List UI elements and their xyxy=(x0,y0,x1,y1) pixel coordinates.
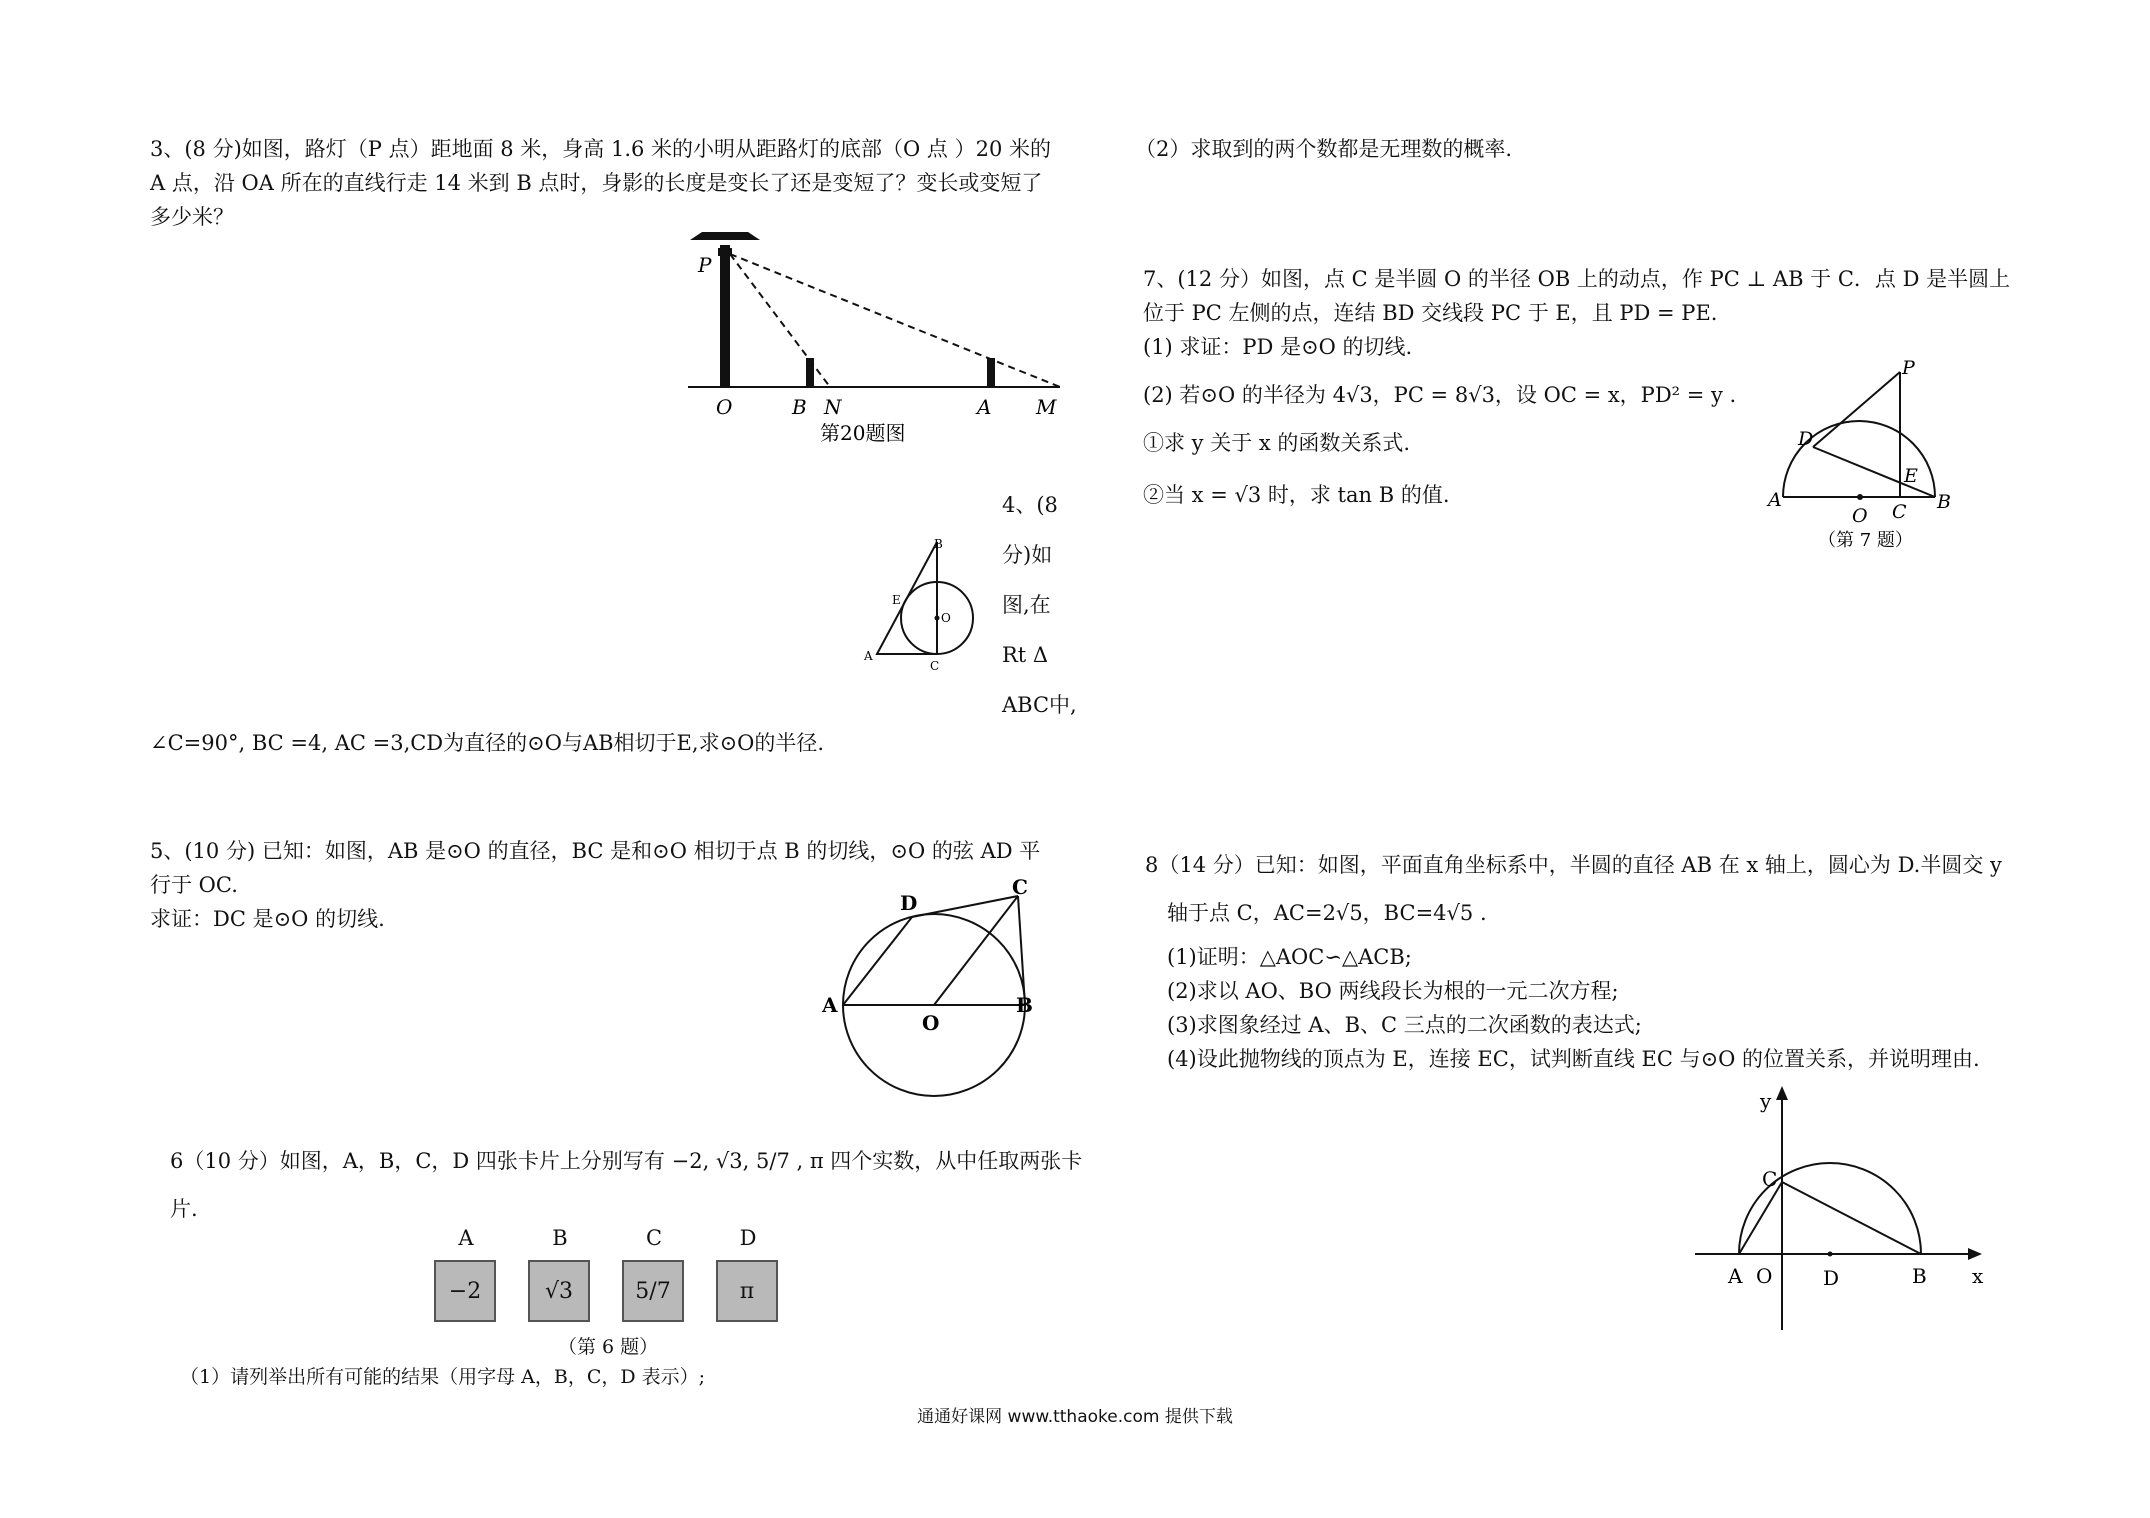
q6-part-2: （2）求取到的两个数都是无理数的概率. xyxy=(1135,137,1513,161)
q6-line-2: 片. xyxy=(170,1197,198,1221)
q8-label-c: C xyxy=(1762,1167,1778,1191)
q8-line-3: (1)证明：△AOC∽△ACB; xyxy=(1167,945,1412,969)
q8-label-b: B xyxy=(1912,1264,1927,1288)
q6-line-1: 6（10 分）如图，A，B，C，D 四张卡片上分别写有 −2, √3, 5/7 , π 四个实数，从中任取两张卡 xyxy=(170,1149,1083,1173)
q5-label-a: A xyxy=(822,993,838,1017)
q7-label-p: P xyxy=(1902,357,1915,379)
q7-label-o: O xyxy=(1852,505,1868,527)
card-a-label: A xyxy=(458,1226,474,1250)
q8-label-a: A xyxy=(1728,1264,1743,1288)
q3-label-n: N xyxy=(824,395,842,419)
q4-label-o: O xyxy=(941,611,951,625)
q3-label-b: B xyxy=(792,395,807,419)
q4-label-b: B xyxy=(934,537,943,551)
q3-line-2: A 点，沿 OA 所在的直线行走 14 米到 B 点时，身影的长度是变长了还是变短了？变长或变短了 xyxy=(150,171,1043,195)
q3-line-1: 3、(8 分)如图，路灯（P 点）距地面 8 米，身高 1.6 米的小明从距路灯的底部（O 点 ）20 米的 xyxy=(150,137,1052,161)
card-c-label: C xyxy=(645,1226,663,1250)
q4-label-a: A xyxy=(864,649,873,663)
q8-label-y: y xyxy=(1760,1089,1772,1113)
q7-label-b: B xyxy=(1937,491,1951,513)
q3-line-3: 多少米？ xyxy=(150,205,234,229)
q7-label-e: E xyxy=(1904,465,1918,487)
q8-segment-cb xyxy=(1782,1182,1921,1254)
q8-label-x: x xyxy=(1972,1264,1984,1288)
q5-line-1: 5、(10 分) 已知：如图，AB 是⊙O 的直径，BC 是和⊙O 相切于点 B 的切线，⊙O 的弦 AD 平 xyxy=(150,839,1041,863)
q3-label-m: M xyxy=(1036,395,1057,419)
q8-label-d: D xyxy=(1823,1266,1840,1290)
q5-label-b: B xyxy=(1016,993,1033,1017)
q7-line-2: 位于 PC 左侧的点，连结 BD 交线段 PC 于 E，且 PD = PE. xyxy=(1143,301,1718,325)
q3-label-o: O xyxy=(716,395,733,419)
q3-label-p: P xyxy=(698,253,712,277)
q8-line-2: 轴于点 C，AC=2√5，BC=4√5 . xyxy=(1167,901,1487,925)
q5-label-c: C xyxy=(1012,875,1028,899)
q4-side-5: ABC中, xyxy=(1002,693,1077,717)
q7-caption: （第 7 题） xyxy=(1818,530,1913,551)
q8-label-o: O xyxy=(1756,1264,1773,1288)
q7-label-a: A xyxy=(1768,489,1782,511)
q7-line-1: 7、(12 分）如图，点 C 是半圆 O 的半径 OB 上的动点，作 PC ⊥ AB 于 C．点 D 是半圆上 xyxy=(1143,267,2011,291)
q7-line-4: (2) 若⊙O 的半径为 4√3，PC = 8√3，设 OC = x，PD² = y . xyxy=(1143,383,1737,407)
q7-label-c: C xyxy=(1892,501,1907,523)
q5-label-d: D xyxy=(900,891,918,915)
footer-credit: 通通好课网 www.tthaoke.com 提供下载 xyxy=(917,1407,1233,1427)
q5-line-2: 行于 OC. xyxy=(150,873,238,897)
q4-side-3: 图,在 xyxy=(1002,593,1051,617)
q5-line-3: 求证：DC 是⊙O 的切线. xyxy=(150,907,385,931)
q7-label-d: D xyxy=(1798,428,1814,450)
card-b-value: √3 xyxy=(544,1278,573,1304)
q4-side-2: 分)如 xyxy=(1002,543,1053,567)
q7-line-6: ②当 x = √3 时，求 tan B 的值. xyxy=(1143,483,1450,507)
q4-last-line: ∠C=90°, BC =4, AC =3,CD为直径的⊙O与AB相切于E,求⊙O的半径. xyxy=(150,731,825,755)
card-a-value: −2 xyxy=(448,1278,482,1304)
card-d-value: π xyxy=(739,1278,755,1304)
q5-label-o: O xyxy=(922,1011,940,1035)
q8-line-1: 8（14 分）已知：如图，平面直角坐标系中，半圆的直径 AB 在 x 轴上，圆心为 D.半圆交 y xyxy=(1145,853,2002,877)
q4-side-1: 4、(8 xyxy=(1002,493,1058,517)
card-b-label: B xyxy=(552,1226,568,1250)
q4-label-c: C xyxy=(930,659,940,673)
q3-label-a: A xyxy=(977,395,992,419)
q6-caption: （第 6 题） xyxy=(558,1336,659,1358)
q3-caption: 第20题图 xyxy=(820,421,906,445)
q8-line-5: (3)求图象经过 A、B、C 三点的二次函数的表达式; xyxy=(1167,1013,1642,1037)
q8-line-4: (2)求以 AO、BO 两线段长为根的一元二次方程; xyxy=(1167,979,1619,1003)
q4-side-4: Rt Δ xyxy=(1002,643,1049,667)
q7-line-3: (1) 求证：PD 是⊙O 的切线. xyxy=(1143,335,1413,359)
card-d-label: D xyxy=(739,1226,757,1250)
q7-line-5: ①求 y 关于 x 的函数关系式. xyxy=(1143,431,1411,455)
q4-label-e: E xyxy=(892,593,901,607)
q6-part-1: （1）请列举出所有可能的结果（用字母 A，B，C，D 表示）; xyxy=(180,1366,706,1388)
card-c-value: 5/7 xyxy=(635,1278,671,1304)
q8-line-6: (4)设此抛物线的顶点为 E，连接 EC，试判断直线 EC 与⊙O 的位置关系，并说明理由. xyxy=(1167,1047,1980,1071)
